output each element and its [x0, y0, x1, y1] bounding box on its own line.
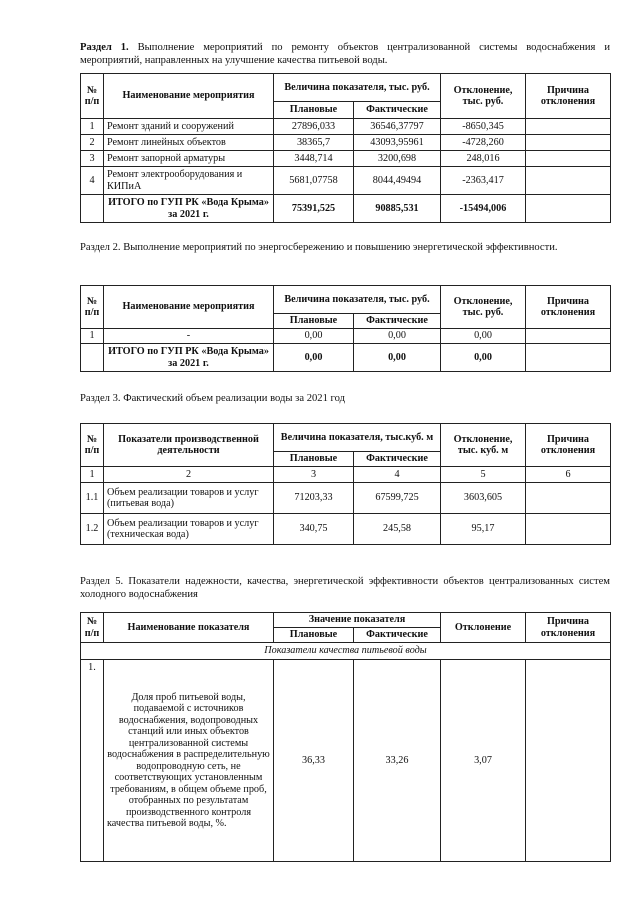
column-number: 3 — [274, 467, 354, 483]
cell-deviation: -8650,345 — [441, 119, 526, 135]
header-value: Величина показателя, тыс.куб. м — [274, 424, 441, 452]
cell-actual: 67599,725 — [354, 483, 441, 514]
cell-num: 1. — [81, 660, 104, 862]
table-row — [81, 119, 611, 135]
cell-num: 3 — [81, 151, 104, 167]
table-row — [81, 135, 611, 151]
cell-reason — [526, 329, 611, 344]
column-number: 4 — [354, 467, 441, 483]
column-number: 2 — [104, 467, 274, 483]
table-row — [81, 167, 611, 195]
cell-num: 4 — [81, 167, 104, 195]
header-actual: Фактические — [354, 314, 441, 329]
section2-table — [80, 285, 611, 372]
header-name: Наименование показателя — [104, 613, 274, 643]
subheader-row — [81, 643, 611, 660]
total-row — [81, 195, 611, 223]
cell-planned: 27896,033 — [274, 119, 354, 135]
cell-deviation: 95,17 — [441, 514, 526, 545]
cell-deviation: 248,016 — [441, 151, 526, 167]
section3-table — [80, 423, 611, 545]
cell-actual: 43093,95961 — [354, 135, 441, 151]
total-planned: 75391,525 — [274, 195, 354, 223]
total-planned: 0,00 — [274, 344, 354, 372]
header-num: № п/п — [81, 613, 104, 643]
header-planned: Плановые — [274, 102, 354, 119]
cell-name: Ремонт линейных объектов — [104, 135, 274, 151]
cell-reason — [526, 660, 611, 862]
table-row — [81, 660, 611, 862]
header-value: Значение показателя — [274, 613, 441, 628]
cell-deviation: 0,00 — [441, 329, 526, 344]
cell-reason — [526, 483, 611, 514]
total-label: ИТОГО по ГУП РК «Вода Крыма» за 2021 г. — [104, 195, 274, 223]
cell-reason — [526, 119, 611, 135]
column-number: 6 — [526, 467, 611, 483]
header-value: Величина показателя, тыс. руб. — [274, 74, 441, 102]
header-deviation: Отклонение, тыс. куб. м — [441, 424, 526, 467]
cell-actual: 33,26 — [354, 660, 441, 862]
cell-planned: 71203,33 — [274, 483, 354, 514]
cell-name: Объем реализации товаров и услуг (питьевая вода) — [104, 483, 274, 514]
header-planned: Плановые — [274, 314, 354, 329]
header-actual: Фактические — [354, 628, 441, 643]
cell-num: 2 — [81, 135, 104, 151]
header-planned: Плановые — [274, 452, 354, 467]
subheader-quality: Показатели качества питьевой воды — [81, 643, 611, 660]
section5-heading: Раздел 5. Показатели надежности, качества, энергетической эффективности объектов централизованных систем холодного водоснабжения — [80, 576, 610, 600]
header-planned: Плановые — [274, 628, 354, 643]
section1-table — [80, 73, 611, 223]
cell-name: Ремонт электрооборудования и КИПиА — [104, 167, 274, 195]
header-reason: Причина отклонения — [526, 74, 611, 119]
total-label: ИТОГО по ГУП РК «Вода Крыма» за 2021 г. — [104, 344, 274, 372]
cell-actual: 245,58 — [354, 514, 441, 545]
cell-planned: 0,00 — [274, 329, 354, 344]
column-number-row — [81, 467, 611, 483]
cell-name: - — [104, 329, 274, 344]
cell-reason — [526, 167, 611, 195]
cell-actual: 0,00 — [354, 329, 441, 344]
section1-heading-text: Выполнение мероприятий по ремонту объектов централизованной системы водоснабжения и мероприятий, направленных на улучшение качества питьевой воды. — [80, 42, 610, 66]
cell-name: Ремонт зданий и сооружений — [104, 119, 274, 135]
cell-num — [81, 344, 104, 372]
total-deviation: 0,00 — [441, 344, 526, 372]
cell-deviation: -2363,417 — [441, 167, 526, 195]
table-row — [81, 483, 611, 514]
cell-actual: 8044,49494 — [354, 167, 441, 195]
cell-deviation: 3603,605 — [441, 483, 526, 514]
header-actual: Фактические — [354, 102, 441, 119]
section1-heading — [80, 41, 610, 67]
section3-heading: Раздел 3. Фактический объем реализации воды за 2021 год — [80, 393, 346, 404]
cell-reason — [526, 195, 611, 223]
header-deviation: Отклонение — [441, 613, 526, 643]
cell-num: 1 — [81, 119, 104, 135]
header-value: Величина показателя, тыс. руб. — [274, 286, 441, 314]
header-num: № п/п — [81, 74, 104, 119]
table-row — [81, 329, 611, 344]
header-num: № п/п — [81, 424, 104, 467]
column-number: 1 — [81, 467, 104, 483]
cell-deviation: 3,07 — [441, 660, 526, 862]
header-row — [81, 613, 611, 628]
table-row — [81, 514, 611, 545]
header-reason: Причина отклонения — [526, 613, 611, 643]
cell-actual: 36546,37797 — [354, 119, 441, 135]
header-row — [81, 424, 611, 452]
total-actual: 0,00 — [354, 344, 441, 372]
table-row — [81, 151, 611, 167]
cell-reason — [526, 344, 611, 372]
header-num: № п/п — [81, 286, 104, 329]
total-actual: 90885,531 — [354, 195, 441, 223]
header-reason: Причина отклонения — [526, 286, 611, 329]
header-name: Наименование мероприятия — [104, 74, 274, 119]
total-row — [81, 344, 611, 372]
total-deviation: -15494,006 — [441, 195, 526, 223]
cell-num: 1.1 — [81, 483, 104, 514]
header-name: Наименование мероприятия — [104, 286, 274, 329]
header-name: Показатели производственной деятельности — [104, 424, 274, 467]
section5-table — [80, 612, 611, 862]
cell-deviation: -4728,260 — [441, 135, 526, 151]
header-deviation: Отклонение, тыс. руб. — [441, 286, 526, 329]
cell-reason — [526, 151, 611, 167]
cell-num — [81, 195, 104, 223]
header-reason: Причина отклонения — [526, 424, 611, 467]
cell-planned: 3448,714 — [274, 151, 354, 167]
cell-planned: 38365,7 — [274, 135, 354, 151]
cell-name: Ремонт запорной арматуры — [104, 151, 274, 167]
header-row — [81, 286, 611, 314]
cell-num: 1.2 — [81, 514, 104, 545]
cell-planned: 340,75 — [274, 514, 354, 545]
column-number: 5 — [441, 467, 526, 483]
section2-heading: Раздел 2. Выполнение мероприятий по энергосбережению и повышению энергетической эффективности. — [80, 242, 558, 253]
cell-planned: 5681,07758 — [274, 167, 354, 195]
cell-num: 1 — [81, 329, 104, 344]
cell-reason — [526, 135, 611, 151]
cell-name: Объем реализации товаров и услуг (техническая вода) — [104, 514, 274, 545]
cell-name: Доля проб питьевой воды, подаваемой с источников водоснабжения, водопроводных станций или иных объектов централизованной системы водоснабжения в распределительную водопроводную сеть, не соответствующих установленным требованиям, в общем объеме проб, отобранных по результатам производственного контроля качества питьевой воды, %. — [104, 660, 274, 862]
header-deviation: Отклонение, тыс. руб. — [441, 74, 526, 119]
cell-planned: 36,33 — [274, 660, 354, 862]
cell-actual: 3200,698 — [354, 151, 441, 167]
section1-heading-bold: Раздел 1. — [80, 42, 129, 53]
cell-reason — [526, 514, 611, 545]
header-row — [81, 74, 611, 102]
header-actual: Фактические — [354, 452, 441, 467]
